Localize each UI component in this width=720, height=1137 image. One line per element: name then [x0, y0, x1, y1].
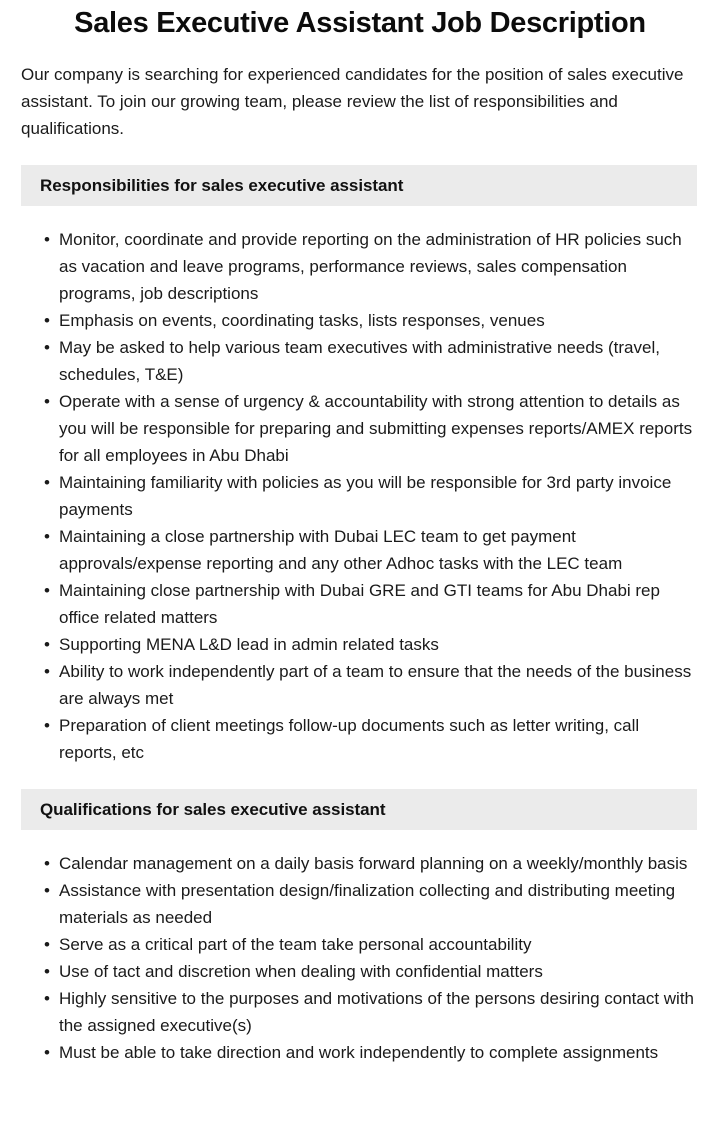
section-header-responsibilities — [21, 165, 697, 206]
list-item-text: Maintaining close partnership with Dubai GRE and GTI teams for Abu Dhabi rep office related matters — [59, 581, 660, 627]
list-item — [44, 658, 697, 712]
bullet-icon: • — [44, 473, 50, 492]
bullet-icon: • — [44, 338, 50, 357]
bullet-icon: • — [44, 962, 50, 981]
qualifications-list — [0, 830, 720, 1082]
list-item — [44, 958, 697, 985]
list-item — [44, 985, 697, 1039]
section-qualifications — [0, 789, 720, 1082]
section-header-qualifications — [21, 789, 697, 830]
bullet-icon: • — [44, 662, 50, 681]
list-item-text: Maintaining a close partnership with Dubai LEC team to get payment approvals/expense reporting and any other Adhoc tasks with the LEC team — [59, 527, 623, 573]
list-item-text: Supporting MENA L&D lead in admin related tasks — [59, 635, 439, 654]
list-item — [44, 226, 697, 307]
list-item-text: Assistance with presentation design/finalization collecting and distributing meeting materials as needed — [59, 881, 676, 927]
list-item — [44, 712, 697, 766]
list-item-text: Ability to work independently part of a team to ensure that the needs of the business are always met — [59, 662, 692, 708]
list-item-text: Preparation of client meetings follow-up documents such as letter writing, call reports, etc — [59, 716, 640, 762]
list-item-text: Operate with a sense of urgency & accountability with strong attention to details as you will be responsible for preparing and submitting expenses reports/AMEX reports for all employees in Abu Dhabi — [59, 392, 693, 465]
bullet-icon: • — [44, 392, 50, 411]
list-item-text: Monitor, coordinate and provide reporting on the administration of HR policies such as vacation and leave programs, performance reviews, sales compensation programs, job descriptions — [59, 230, 682, 303]
list-item — [44, 1039, 697, 1066]
bullet-icon: • — [44, 854, 50, 873]
list-item — [44, 931, 697, 958]
list-item — [44, 631, 697, 658]
list-item-text: Use of tact and discretion when dealing with confidential matters — [59, 962, 543, 981]
list-item-text: Highly sensitive to the purposes and motivations of the persons desiring contact with the assigned executive(s) — [59, 989, 695, 1035]
list-item-text: Maintaining familiarity with policies as you will be responsible for 3rd party invoice payments — [59, 473, 672, 519]
bullet-icon: • — [44, 935, 50, 954]
list-item — [44, 469, 697, 523]
responsibilities-list — [0, 206, 720, 766]
bullet-icon: • — [44, 311, 50, 330]
list-item — [44, 307, 697, 334]
list-item — [44, 523, 697, 577]
list-item — [44, 334, 697, 388]
list-item — [44, 577, 697, 631]
list-item-text: Emphasis on events, coordinating tasks, lists responses, venues — [59, 311, 545, 330]
list-item-text: May be asked to help various team executives with administrative needs (travel, schedules, T&E) — [59, 338, 660, 384]
list-item — [44, 850, 697, 877]
list-item-text: Calendar management on a daily basis forward planning on a weekly/monthly basis — [59, 854, 688, 873]
section-heading-label: Responsibilities for sales executive assistant — [40, 175, 404, 195]
section-heading-label: Qualifications for sales executive assistant — [40, 799, 386, 819]
list-item — [44, 877, 697, 931]
bullet-icon: • — [44, 581, 50, 600]
bullet-icon: • — [44, 635, 50, 654]
bullet-icon: • — [44, 881, 50, 900]
page-title: Sales Executive Assistant Job Description — [74, 7, 646, 39]
list-item — [44, 388, 697, 469]
bullet-icon: • — [44, 716, 50, 735]
list-item-text: Must be able to take direction and work independently to complete assignments — [59, 1043, 659, 1062]
bullet-icon: • — [44, 1043, 50, 1062]
intro-paragraph: Our company is searching for experienced candidates for the position of sales executive assistant. To join our growing team, please review the list of responsibilities and qualifications. — [21, 65, 684, 138]
bullet-icon: • — [44, 989, 50, 1008]
section-responsibilities — [0, 165, 720, 766]
bullet-icon: • — [44, 230, 50, 249]
list-item-text: Serve as a critical part of the team take personal accountability — [59, 935, 532, 954]
bullet-icon: • — [44, 527, 50, 546]
